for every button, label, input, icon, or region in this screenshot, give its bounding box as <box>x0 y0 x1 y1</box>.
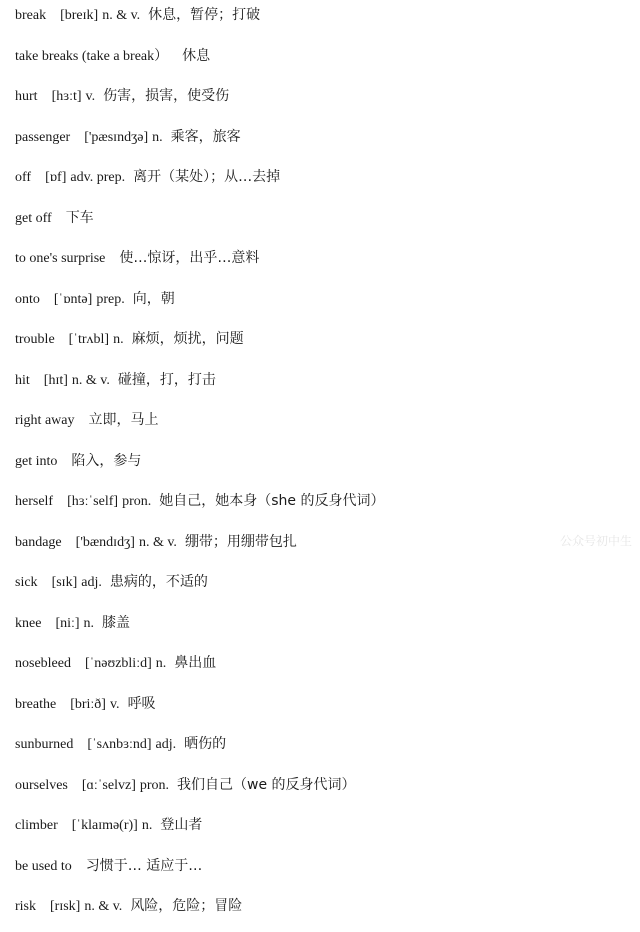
vocab-entry <box>15 365 625 406</box>
entry-pos: n. & v. <box>102 8 141 23</box>
entry-phonetic: ['bændɪdʒ] <box>75 534 135 550</box>
entry-pos: v. <box>85 89 96 104</box>
vocab-entry <box>15 122 625 163</box>
vocab-entry <box>15 608 625 649</box>
entry-word: be used to <box>15 858 72 874</box>
vocab-entry <box>15 446 625 487</box>
entry-phonetic: [ˈɒntə] <box>53 291 93 307</box>
vocab-entry <box>15 0 625 41</box>
entry-word: knee <box>15 615 42 631</box>
entry-meaning: 立即，马上 <box>88 412 159 428</box>
vocab-entry <box>15 405 625 446</box>
entry-phonetic: [rɪsk] <box>50 899 81 914</box>
entry-pos: n. <box>113 332 124 347</box>
entry-pos: n. & v. <box>71 372 110 388</box>
entry-word: sunburned <box>15 737 74 752</box>
entry-word: get off <box>15 210 52 226</box>
entry-word: break <box>15 8 47 23</box>
entry-word: trouble <box>15 332 55 347</box>
vocab-entry <box>15 81 625 122</box>
entry-phonetic: [ˈsʌnbɜːnd] <box>87 737 152 752</box>
entry-word: get into <box>15 453 58 469</box>
entry-meaning: 她自己，她本身（she 的反身代词） <box>159 493 385 509</box>
entry-meaning: 陷入，参与 <box>71 452 142 469</box>
entry-word: bandage <box>15 534 62 550</box>
entry-phonetic: [sɪk] <box>51 575 78 590</box>
entry-pos: n. <box>141 818 153 833</box>
entry-pos: n. & v. <box>84 899 123 914</box>
vocab-entry <box>15 567 625 608</box>
vocab-entry <box>15 729 625 770</box>
vocab-entry <box>15 689 625 730</box>
entry-phonetic: [ɑːˈselvz] <box>81 777 136 793</box>
entry-meaning: 呼吸 <box>127 695 156 712</box>
entry-pos: v. <box>109 696 120 712</box>
entry-phonetic: [ɒf] <box>45 170 67 185</box>
entry-phonetic: [hɜːt] <box>51 89 82 104</box>
vocab-entry <box>15 810 625 851</box>
entry-word: climber <box>15 818 58 833</box>
entry-pos: pron. <box>139 777 170 793</box>
entry-pos: n. & v. <box>138 534 177 550</box>
entry-meaning: 麻烦，烦扰，问题 <box>131 331 244 347</box>
vocab-entry <box>15 770 625 811</box>
entry-pos: pron. <box>122 494 152 509</box>
entry-meaning: 离开（某处）；从…去掉 <box>133 169 281 185</box>
vocab-entry <box>15 324 625 365</box>
entry-word: hurt <box>15 89 38 104</box>
entry-meaning: 登山者 <box>160 817 203 833</box>
entry-phonetic: [briːð] <box>70 696 106 712</box>
watermark: 公众号初中生 <box>559 534 632 548</box>
entry-meaning: 鼻出血 <box>174 655 217 671</box>
entry-word: herself <box>15 494 54 509</box>
entry-pos: n. <box>83 615 95 631</box>
vocab-entry <box>15 41 625 82</box>
entry-pos: prep. <box>96 291 125 307</box>
entry-word: breathe <box>15 696 57 712</box>
entry-pos: adj. <box>155 737 177 752</box>
entry-phonetic: [ˈnəʊzbliːd] <box>84 656 152 671</box>
entry-meaning: 习惯于… 适应于… <box>85 857 203 874</box>
vocabulary-list <box>15 0 625 932</box>
entry-word: sick <box>15 575 38 590</box>
vocab-entry <box>15 162 625 203</box>
entry-word: risk <box>15 899 36 914</box>
entry-word: nosebleed <box>15 656 71 671</box>
entry-meaning: 风险，危险；冒险 <box>130 898 243 914</box>
entry-phonetic: [ˈklaɪmə(r)] <box>71 818 138 833</box>
entry-meaning: 伤害，损害，使受伤 <box>103 88 230 104</box>
vocab-entry <box>15 648 625 689</box>
entry-meaning: 绷带；用绷带包扎 <box>184 533 297 550</box>
entry-phonetic: [breɪk] <box>60 8 99 23</box>
vocab-entry <box>15 851 625 892</box>
entry-meaning: 向，朝 <box>132 290 175 307</box>
entry-pos: adj. <box>81 575 102 590</box>
entry-phonetic: [hɜːˈself] <box>67 494 119 509</box>
entry-meaning: 休息，暂停；打破 <box>148 7 261 23</box>
entry-word: take breaks (take a break） <box>15 48 169 64</box>
vocab-entry <box>15 243 625 284</box>
entry-word: passenger <box>15 129 71 145</box>
entry-meaning: 休息 <box>182 47 211 64</box>
entry-meaning: 下车 <box>65 209 94 226</box>
entry-phonetic: [ˈtrʌbl] <box>68 332 110 347</box>
entry-meaning: 患病的，不适的 <box>109 574 208 590</box>
entry-meaning: 我们自己（we 的反身代词） <box>177 776 356 793</box>
entry-word: ourselves <box>15 777 68 793</box>
entry-word: to one's surprise <box>15 251 106 266</box>
entry-word: onto <box>15 291 40 307</box>
entry-word: off <box>15 170 32 185</box>
vocab-entry <box>15 527 625 568</box>
entry-pos: adv. prep. <box>70 170 126 185</box>
entry-meaning: 乘客，旅客 <box>170 128 241 145</box>
entry-meaning: 碰撞，打，打击 <box>117 371 216 388</box>
entry-pos: n. <box>155 656 167 671</box>
entry-word: hit <box>15 372 30 388</box>
entry-word: right away <box>15 413 75 428</box>
entry-phonetic: [niː] <box>55 615 80 631</box>
vocab-entry <box>15 486 625 527</box>
vocab-entry <box>15 891 625 932</box>
entry-phonetic: [hɪt] <box>43 372 68 388</box>
entry-meaning: 膝盖 <box>102 614 131 631</box>
vocab-entry <box>15 284 625 325</box>
vocab-entry <box>15 203 625 244</box>
entry-meaning: 使…惊讶，出乎…意料 <box>119 250 260 266</box>
entry-phonetic: ['pæsɪndʒə] <box>84 129 149 145</box>
entry-meaning: 晒伤的 <box>184 736 227 752</box>
entry-pos: n. <box>152 129 163 145</box>
